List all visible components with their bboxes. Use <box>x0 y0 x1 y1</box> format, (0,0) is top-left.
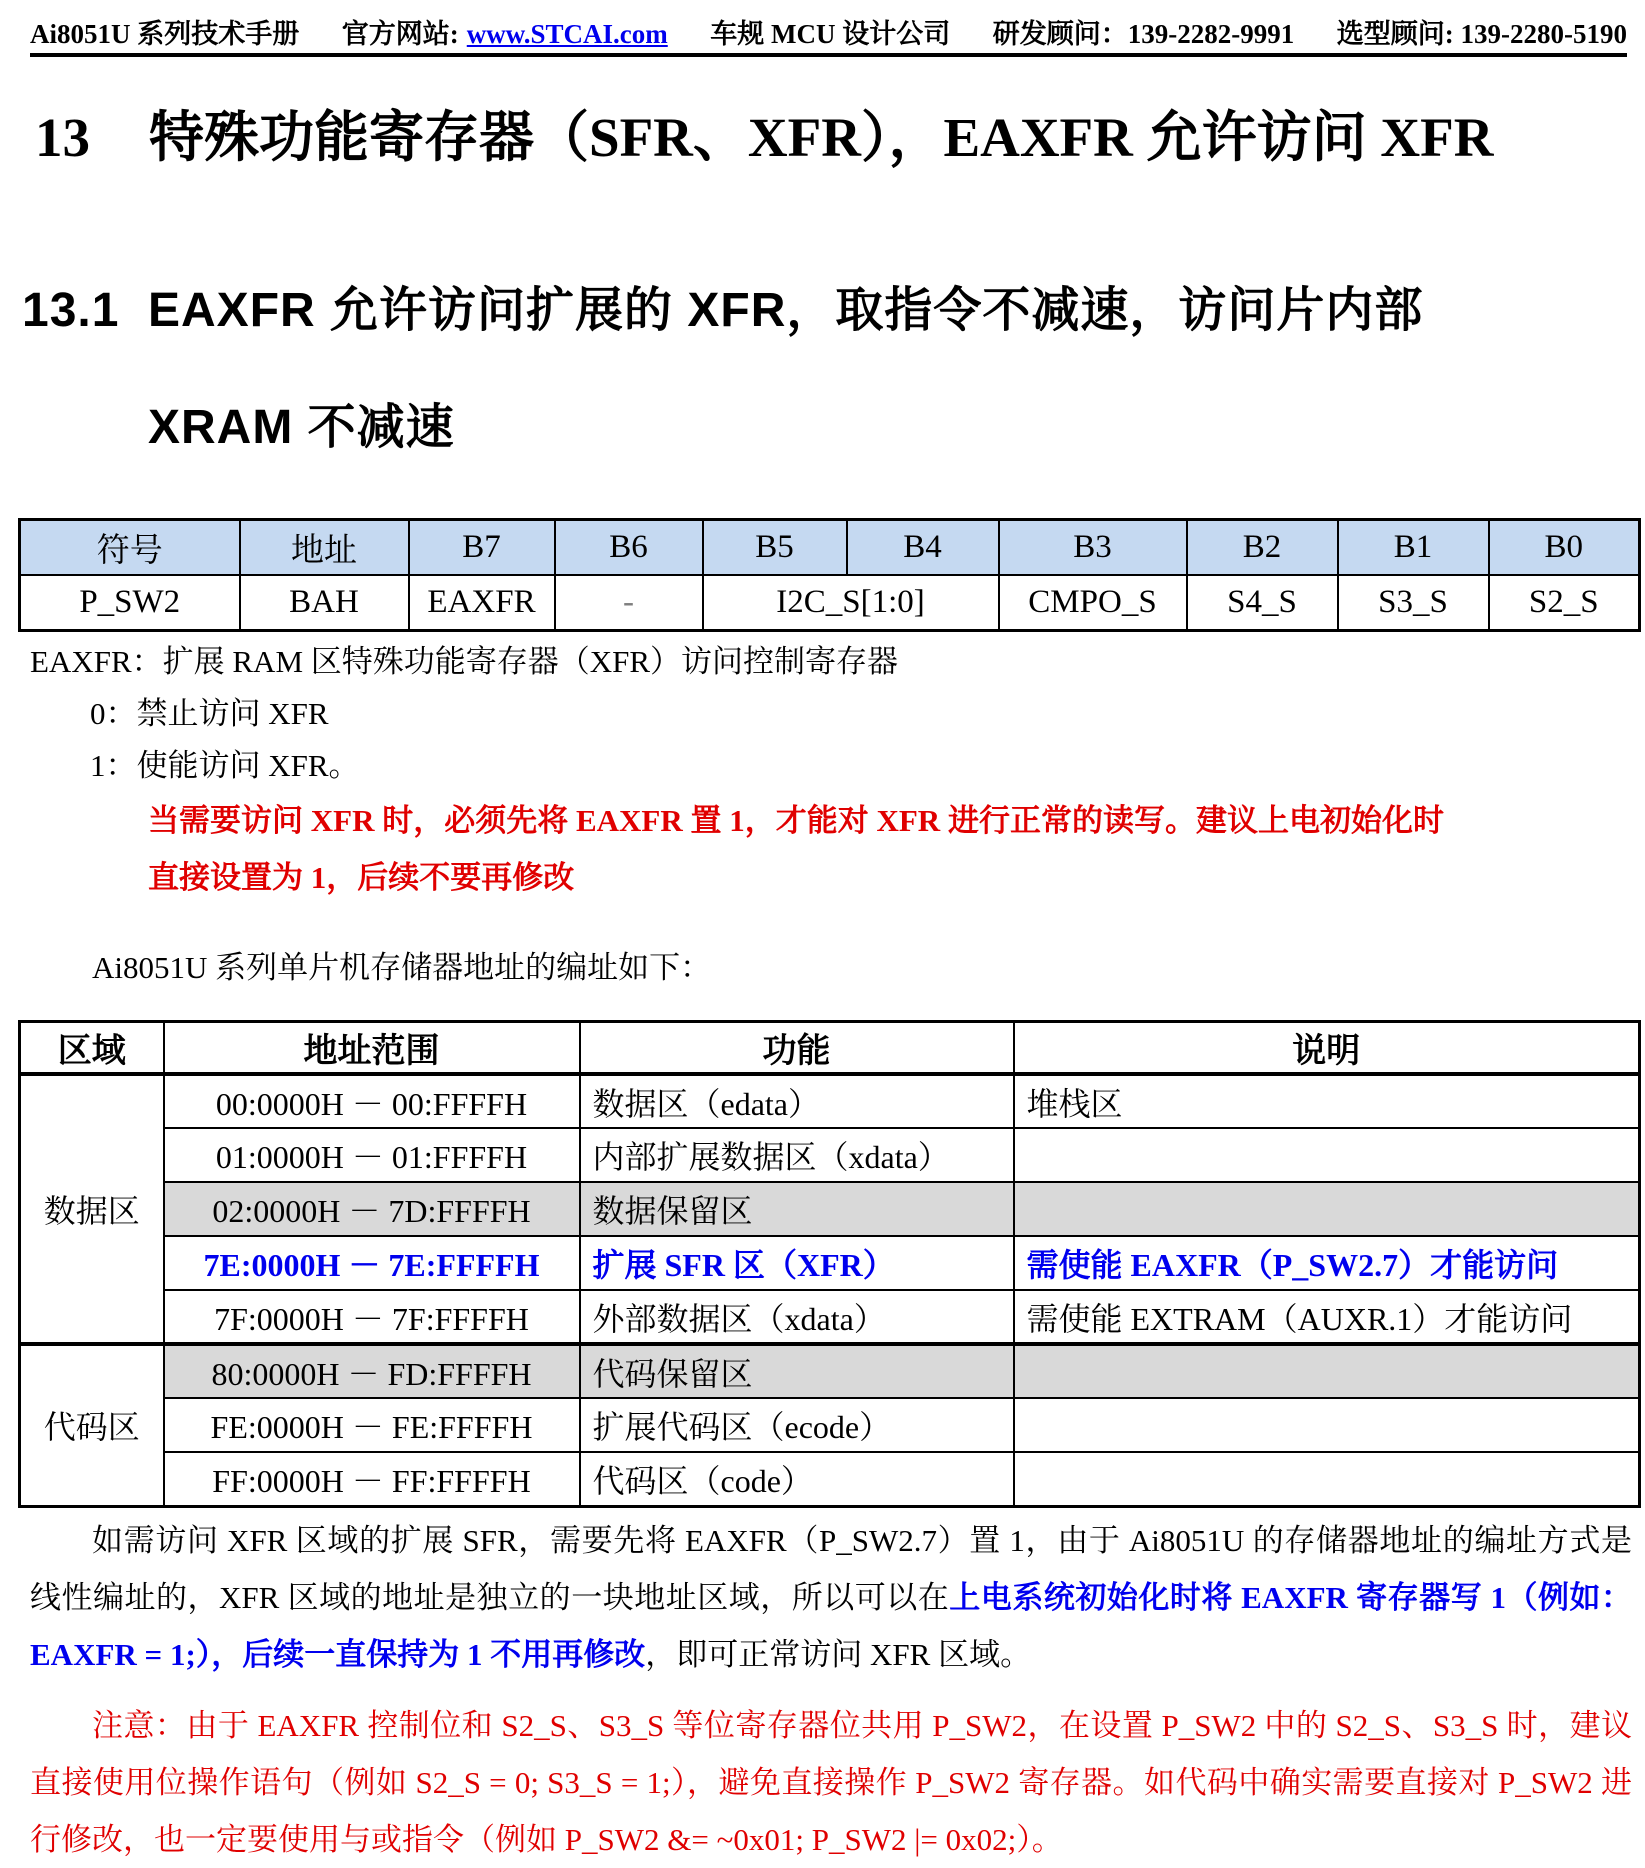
cell-b2: S4_S <box>1187 575 1338 631</box>
col-b6: B6 <box>555 520 703 575</box>
col-b2: B2 <box>1187 520 1338 575</box>
col-function: 功能 <box>580 1022 1014 1075</box>
register-bit-table <box>18 518 1641 632</box>
note-cell: 需使能 EAXFR（P_SW2.7）才能访问 <box>1014 1236 1640 1290</box>
note-cell <box>1014 1182 1640 1236</box>
eaxfr-def-line: EAXFR：扩展 RAM 区特殊功能寄存器（XFR）访问控制寄存器 <box>30 644 899 679</box>
paragraph-black-run2: ，即可正常访问 XFR 区域。 <box>645 1637 1032 1672</box>
cell-b7: EAXFR <box>409 575 555 631</box>
cell-b1: S3_S <box>1338 575 1489 631</box>
col-b5: B5 <box>703 520 847 575</box>
note-cell <box>1014 1398 1640 1452</box>
register-table-header-row <box>20 520 1640 575</box>
range-cell: 01:0000H － 01:FFFFH <box>164 1128 580 1182</box>
memory-row-edata <box>20 1074 1640 1128</box>
memory-row-data-reserved <box>20 1182 1640 1236</box>
eaxfr-warning <box>148 792 1630 906</box>
col-symbol: 符号 <box>20 520 240 575</box>
section-number: 13.1 <box>22 284 120 337</box>
cell-address: BAH <box>240 575 409 631</box>
memory-row-xfr <box>20 1236 1640 1290</box>
function-cell: 内部扩展数据区（xdata） <box>580 1128 1014 1182</box>
section-title-line1: EAXFR 允许访问扩展的 XFR，取指令不减速，访问片内部 <box>148 284 1424 337</box>
site-label: 官方网站: <box>341 19 459 49</box>
range-cell: FF:0000H － FF:FFFFH <box>164 1452 580 1506</box>
cell-b6: - <box>555 575 703 631</box>
range-cell: FE:0000H － FE:FFFFH <box>164 1398 580 1452</box>
col-address: 地址 <box>240 520 409 575</box>
function-cell: 扩展 SFR 区（XFR） <box>580 1236 1014 1290</box>
section-title <box>148 252 1423 486</box>
cell-b5b4: I2C_S[1:0] <box>703 575 999 631</box>
function-cell: 代码区（code） <box>580 1452 1014 1506</box>
memory-row-code <box>20 1452 1640 1506</box>
rd-contact: 研发顾问：139-2282-9991 <box>992 19 1295 49</box>
note-cell <box>1014 1128 1640 1182</box>
note-paragraph: 注意：由于 EAXFR 控制位和 S2_S、S3_S 等位寄存器位共用 P_SW2，在设置 P_SW2 中的 S2_S、S3_S 时，建议直接使用位操作语句（例如 S2_S = 0; S3_S = 1;），避免直接操作 P_SW2 寄存器。如代码中确实需要直接对 P_SW2 进行修改，也一定要使用与或指令（例如 P_SW2 &= ~0x01; P_SW2 |= 0x02;）。 <box>30 1708 1632 1857</box>
memory-row-code-reserved <box>20 1344 1640 1398</box>
memory-table-header-row <box>20 1022 1640 1075</box>
range-cell: 80:0000H － FD:FFFFH <box>164 1344 580 1398</box>
memory-map-table <box>18 1020 1641 1508</box>
note-cell: 需使能 EXTRAM（AUXR.1）才能访问 <box>1014 1290 1640 1344</box>
col-region: 区域 <box>20 1022 164 1075</box>
section-heading <box>22 252 1633 486</box>
range-cell: 02:0000H － 7D:FFFFH <box>164 1182 580 1236</box>
chapter-title: 特殊功能寄存器（SFR、XFR），EAXFR 允许访问 XFR <box>149 107 1494 168</box>
page-running-header <box>30 12 1627 51</box>
header-divider <box>30 53 1627 57</box>
range-cell: 7F:0000H － 7F:FFFFH <box>164 1290 580 1344</box>
function-cell: 数据保留区 <box>580 1182 1014 1236</box>
col-b0: B0 <box>1489 520 1640 575</box>
region-code: 代码区 <box>20 1344 164 1506</box>
doc-title: Ai8051U 系列技术手册 <box>30 19 300 49</box>
region-data: 数据区 <box>20 1074 164 1344</box>
eaxfr-warning-line1: 当需要访问 XFR 时，必须先将 EAXFR 置 1，才能对 XFR 进行正常的读写。建议上电初始化时 <box>148 803 1444 838</box>
col-b1: B1 <box>1338 520 1489 575</box>
cell-b3: CMPO_S <box>999 575 1187 631</box>
xfr-access-paragraph <box>30 1512 1632 1683</box>
note-cell: 堆栈区 <box>1014 1074 1640 1128</box>
chapter-heading <box>35 98 1633 178</box>
official-site <box>342 12 668 51</box>
eaxfr-option-0: 0：禁止访问 XFR <box>90 696 329 731</box>
cell-b0: S2_S <box>1489 575 1640 631</box>
function-cell: 代码保留区 <box>580 1344 1014 1398</box>
note-cell <box>1014 1344 1640 1398</box>
company-name: 车规 MCU 设计公司 <box>710 19 951 49</box>
eaxfr-option-1: 1：使能访问 XFR。 <box>90 748 360 783</box>
col-note: 说明 <box>1014 1022 1640 1075</box>
site-link[interactable]: www.STCAI.com <box>466 19 668 49</box>
range-cell: 7E:0000H － 7E:FFFFH <box>164 1236 580 1290</box>
function-cell: 数据区（edata） <box>580 1074 1014 1128</box>
selection-contact: 选型顾问: 139-2280-5190 <box>1336 19 1627 49</box>
register-table-data-row <box>20 575 1640 631</box>
paragraph-black-run1: 如需访问 XFR 区域的扩展 SFR，需要先将 EAXFR（P_SW2.7）置 1，由于 Ai8051U 的存储器地址的编址方式是线性编址的，XFR 区域的地址是独立的一块地址区域，所以可以在 <box>30 1523 1632 1615</box>
memory-row-ecode <box>20 1398 1640 1452</box>
range-cell: 00:0000H － 00:FFFFH <box>164 1074 580 1128</box>
col-range: 地址范围 <box>164 1022 580 1075</box>
section-title-line2: XRAM 不减速 <box>148 401 455 454</box>
col-b4: B4 <box>847 520 999 575</box>
eaxfr-description <box>30 636 1630 906</box>
paragraph-blue-run: 上电系统初始化时将 EAXFR 寄存器写 1（例如：EAXFR = 1;），后续一直保持为 1 不用再修改 <box>30 1580 1632 1672</box>
function-cell: 外部数据区（xdata） <box>580 1290 1014 1344</box>
col-b7: B7 <box>409 520 555 575</box>
chapter-number: 13 <box>35 107 90 168</box>
note-cell <box>1014 1452 1640 1506</box>
memory-row-xdata-internal <box>20 1128 1640 1182</box>
memory-map-intro: Ai8051U 系列单片机存储器地址的编址如下： <box>92 950 712 985</box>
eaxfr-warning-line2: 直接设置为 1，后续不要再修改 <box>148 860 575 895</box>
memory-row-xdata-external <box>20 1290 1640 1344</box>
col-b3: B3 <box>999 520 1187 575</box>
function-cell: 扩展代码区（ecode） <box>580 1398 1014 1452</box>
cell-symbol: P_SW2 <box>20 575 240 631</box>
